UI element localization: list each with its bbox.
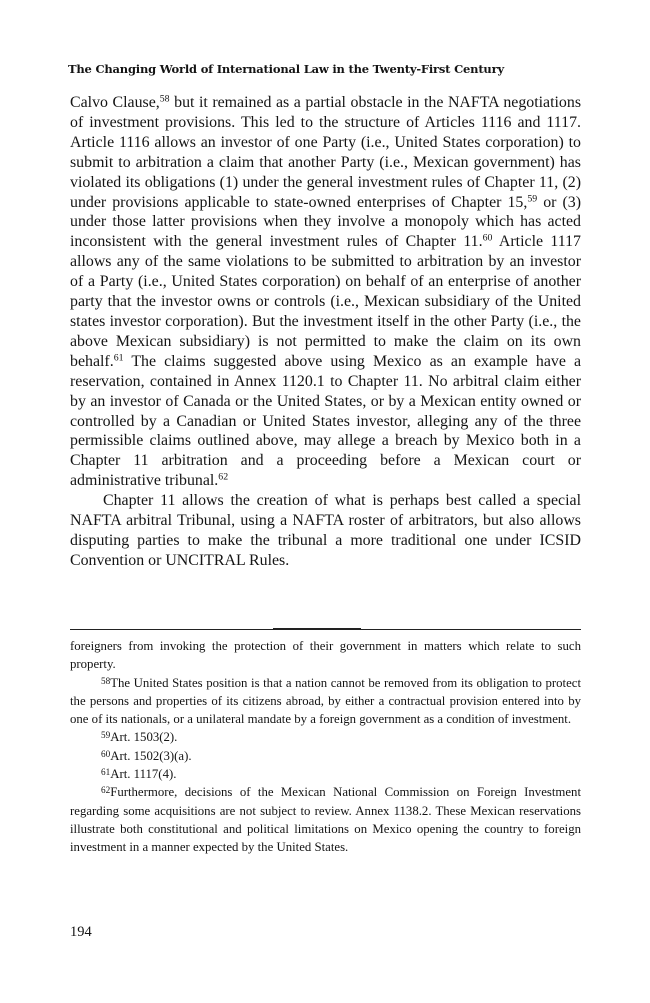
footnote-text: Furthermore, decisions of the Mexican National Commission on Foreign Investment regarding some acquisitions are not subject to review. Annex 1138.2. These Mexican reservations illustrate both constitutional and political limitations on Mexico opening the country to foreign investment in a manner expected by the United States. xyxy=(70,785,581,855)
page-number: 194 xyxy=(70,924,92,940)
footnote-text: The United States position is that a nation cannot be removed from its obligation to protect the persons and properties of its citizens abroad, by either a contractual provision entered into by one of its nationals, or a unilateral mandate by a foreign government as a condition of investment. xyxy=(70,675,581,727)
footnote-separator xyxy=(70,629,581,631)
footnote-number: 60 xyxy=(101,748,111,759)
footnote-continued: foreigners from invoking the protection of their government in matters which relate to such property. xyxy=(70,639,581,672)
footnote-61 xyxy=(70,765,581,783)
paragraph-2: Chapter 11 allows the creation of what is perhaps best called a special NAFTA arbitral Tribunal, using a NAFTA roster of arbitrators, but also allows disputing parties to make the tribunal a more traditional one under ICSID Convention or UNCITRAL Rules. xyxy=(70,492,581,569)
footnote-ref-60[interactable]: 60 xyxy=(482,232,493,244)
footnote-text: Art. 1502(3)(a). xyxy=(110,748,192,763)
footnote-58 xyxy=(70,674,581,729)
footnote-ref-61[interactable]: 61 xyxy=(113,352,124,364)
paragraph-1 xyxy=(70,93,581,491)
footnote-ref-62[interactable]: 62 xyxy=(218,471,229,483)
footnote-number: 59 xyxy=(101,730,111,741)
footnote-60 xyxy=(70,747,581,765)
running-head: The Changing World of International Law in the Twenty-First Century xyxy=(68,62,504,76)
text-run: but it remained as a partial obstacle in the NAFTA negotiations of investment provisions. This led to the structure of Articles 1116 and 1117. Article 1116 allows an investor of one Party (i.e., United States corporation) to submit to arbitration a claim that another Party (i.e., Mexican government) has violated its obligations (1) under the general investment rules of Chapter 11, (2) under provisions applicable to state-owned enterprises of Chapter 15, xyxy=(70,94,582,211)
footnote-number: 61 xyxy=(101,766,111,777)
footnote-ref-59[interactable]: 59 xyxy=(527,193,538,205)
footnote-number: 58 xyxy=(101,675,111,686)
footnote-ref-58[interactable]: 58 xyxy=(159,93,170,105)
footnote-number: 62 xyxy=(101,785,111,796)
footnote-text: Art. 1503(2). xyxy=(110,730,178,745)
footnote-text: Art. 1117(4). xyxy=(110,767,177,782)
text-run: The claims suggested above using Mexico as an example have a reservation, contained in Annex 1120.1 to Chapter 11. No arbitral claim either by an investor of Canada or the United States, or by a Mexican entity owned or controlled by a Canadian or United States investor, alleging any of the three permissible claims outlined above, may allege a breach by Mexico both in a Chapter 11 arbitration and a proceeding before a Mexican court or administrative tribunal. xyxy=(70,352,581,490)
body-text xyxy=(70,93,581,571)
text-run: Calvo Clause, xyxy=(70,94,160,111)
text-run: Article 1117 allows any of the same violations to be submitted to arbitration by an investor of a Party (i.e., United States corporation) on behalf of an enterprise of another party that the investor owns or controls (i.e., Mexican subsidiary of the United states investor corporation). But the investment itself in the other Party (i.e., the above Mexican subsidiary) is not permitted to make the claim on its own behalf. xyxy=(70,233,581,370)
footnotes xyxy=(70,637,581,857)
text-run: or (3) under those latter provisions when they involve a monopoly which has acted inconsistent with the general investment rules of Chapter 11. xyxy=(70,193,582,251)
footnote-59 xyxy=(70,728,581,746)
footnote-62 xyxy=(70,783,581,856)
footnote-rule-mark xyxy=(273,628,361,630)
